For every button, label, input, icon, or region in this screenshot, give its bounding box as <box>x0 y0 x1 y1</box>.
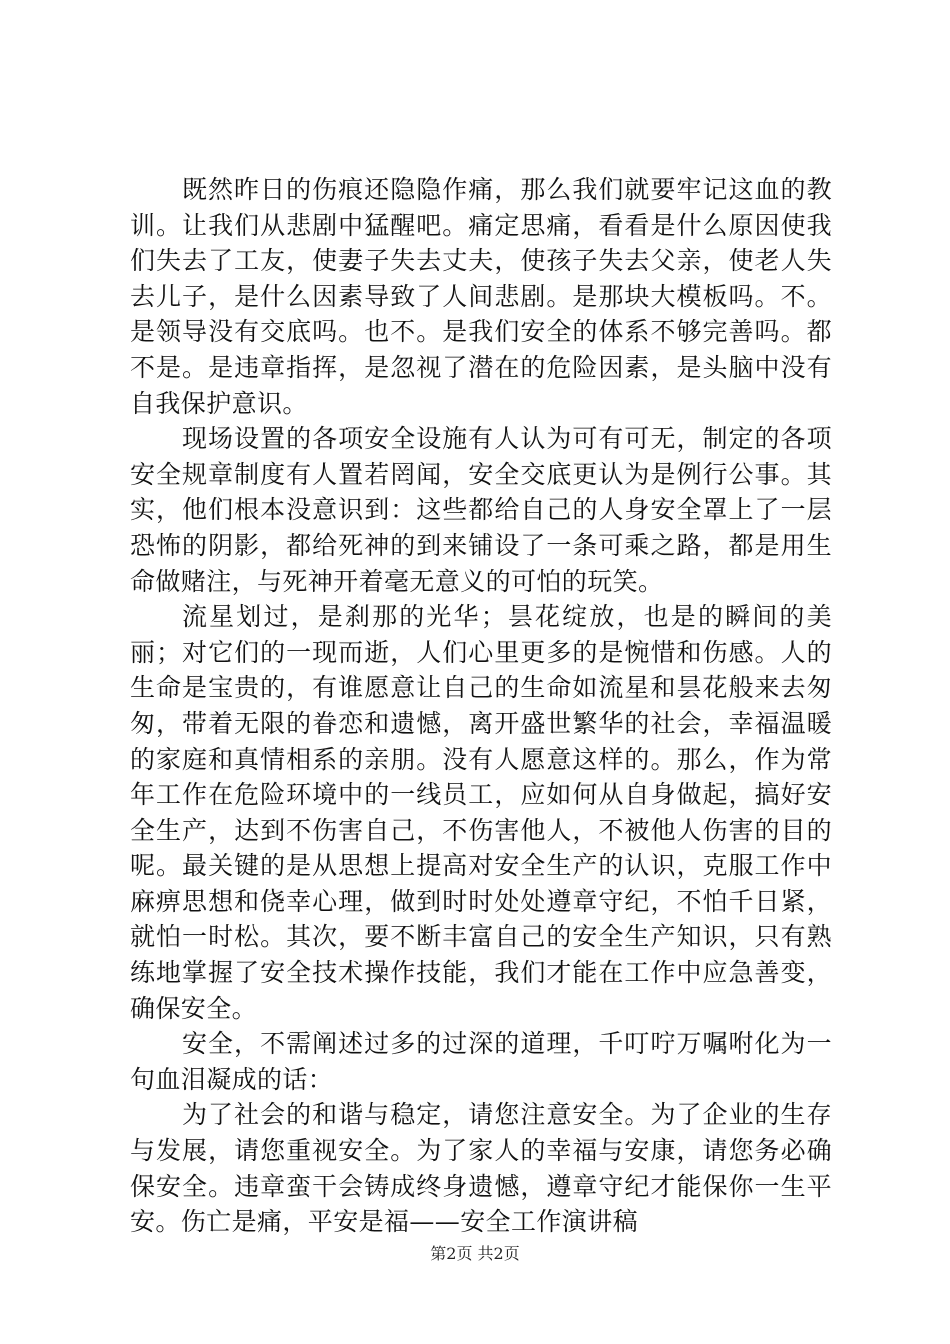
page-footer <box>0 1244 950 1264</box>
paragraph: 既然昨日的伤痕还隐隐作痛，那么我们就要牢记这血的教训。让我们从悲剧中猛醒吧。痛定思痛，看看是什么原因使我们失去了工友，使妻子失去丈夫，使孩子失去父亲，使老人失去儿子，是什么因素导致了人间悲剧。是那块大模板吗。不。是领导没有交底吗。也不。是我们安全的体系不够完善吗。都不是。是违章指挥，是忽视了潜在的危险因素，是头脑中没有自我保护意识。 <box>130 175 832 418</box>
paragraph: 现场设置的各项安全设施有人认为可有可无，制定的各项安全规章制度有人置若罔闻，安全交底更认为是例行公事。其实，他们根本没意识到：这些都给自己的人身安全罩上了一层恐怖的阴影，都给死神的到来铺设了一条可乘之路，都是用生命做赌注，与死神开着毫无意义的可怕的玩笑。 <box>130 424 832 596</box>
paragraph: 安全，不需阐述过多的过深的道理，千叮咛万嘱咐化为一句血泪凝成的话： <box>130 1029 832 1094</box>
paragraph: 流星划过，是刹那的光华；昙花绽放，也是的瞬间的美丽；对它们的一现而逝，人们心里更多的是惋惜和伤感。人的生命是宝贵的，有谁愿意让自己的生命如流星和昙花般来去匆匆，带着无限的眷恋和遗憾，离开盛世繁华的社会，幸福温暖的家庭和真情相系的亲朋。没有人愿意这样的。那么，作为常年工作在危险环境中的一线员工，应如何从自身做起，搞好安全生产，达到不伤害自己，不伤害他人，不被他人伤害的目的呢。最关键的是从思想上提高对安全生产的认识，克服工作中麻痹思想和侥幸心理，做到时时处处遵章守纪，不怕千日紧，就怕一时松。其次，要不断丰富自己的安全生产知识，只有熟练地掌握了安全技术操作技能，我们才能在工作中应急善变，确保安全。 <box>130 602 832 1023</box>
body-text <box>130 172 832 1240</box>
paragraph: 为了社会的和谐与稳定，请您注意安全。为了企业的生存与发展，请您重视安全。为了家人的幸福与安康，请您务必确保安全。违章蛮干会铸成终身遗憾，遵章守纪才能保你一生平安。伤亡是痛，平安是福——安全工作演讲稿 <box>130 1100 832 1237</box>
page-number-label: 第2页 共2页 <box>430 1244 520 1263</box>
